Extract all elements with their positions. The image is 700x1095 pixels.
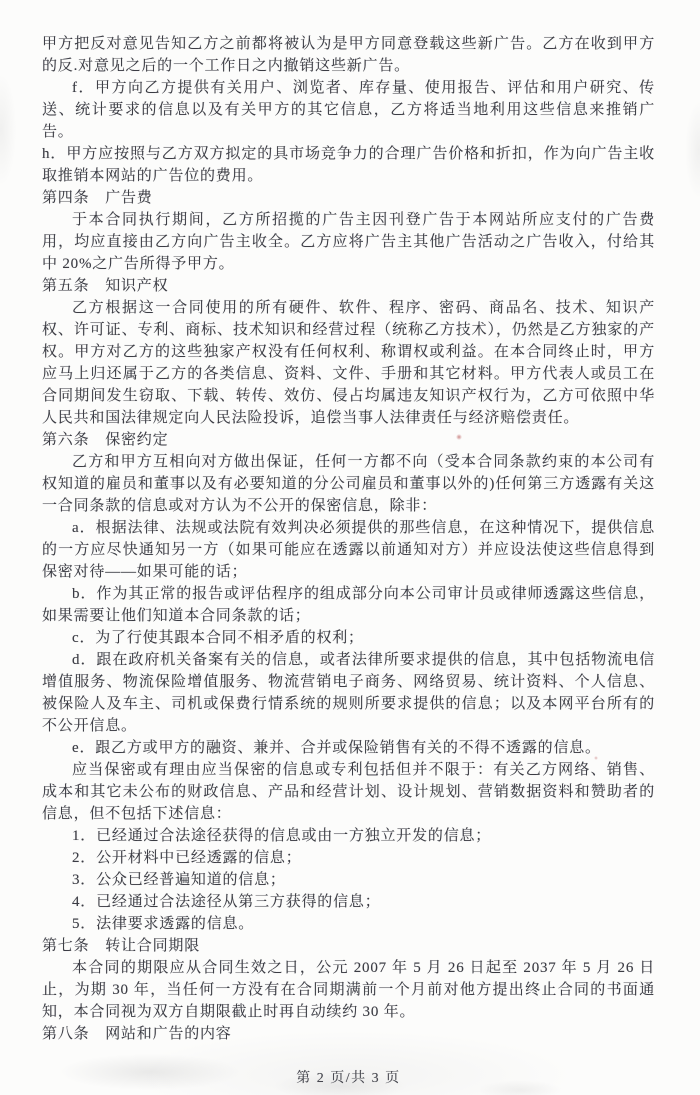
section-heading-6: 第六条 保密约定 [42, 432, 169, 448]
contract-list-item-1: 1．已经通过合法途径获得的信息或由一方独立开发的信息； [72, 828, 492, 844]
contract-paragraph: 本合同的期限应从合同生效之日，公元 2007 年 5 月 26 日起至 2037 年 5 月 26 日止，为期 30 年，当任何一方没有在合同期满前一个月前对他方提出终止合同的书面通知，本合同视为双方自期限截止时再自动续约 30 年。 [42, 960, 655, 1020]
contract-list-item-2: 2．公开材料中已经透露的信息； [72, 850, 302, 866]
contract-subclause-d: d．跟在政府机关备案有关的信息，或者法律所要求提供的信息，其中包括物流电信增值服务、物流保险增值服务、物流营销电子商务、网络贸易、统计资料、个人信息、被保险人及车主、司机或保费行情系统的规则所要求提供的信息；以及本网平台所有的不公开信息。 [42, 652, 655, 734]
contract-list-item-5: 5．法律要求透露的信息。 [72, 916, 255, 932]
contract-paragraph: 甲方把反对意见告知乙方之前都将被认为是甲方同意登载这些新广告。乙方在收到甲方的反.对意见之后的一个工作日之内撤销这些新广告。 [42, 36, 655, 74]
contract-paragraph: 乙方和甲方互相向对方做出保证，任何一方都不向（受本合同条款约束的本公司有权知道的雇员和董事以及有必要知道的分公司雇员和董事以外的)任何第三方透露有关这一合同条款的信息或对方认为不公开的保密信息，除非： [42, 454, 655, 514]
contract-clause-f: f．甲方向乙方提供有关用户、浏览者、库存量、使用报告、评估和用户研究、传送、统计要求的信息以及有关甲方的其它信息，乙方将适当地利用这些信息来推销广告。 [42, 80, 655, 140]
section-heading-8: 第八条 网站和广告的内容 [42, 1026, 232, 1042]
contract-clause-h: h．甲方应按照与乙方双方拟定的具市场竞争力的合理广告价格和折扣，作为向广告主收取推销本网站的广告位的费用。 [42, 146, 655, 184]
page-number: 第 2 页/共 3 页 [296, 1071, 401, 1086]
contract-paragraph: 应当保密或有理由应当保密的信息或专利包括但并不限于：有关乙方网络、销售、成本和其它未公布的财政信息、产品和经营计划、设计规划、营销数据资料和赞助者的信息，但不包括下述信息： [42, 762, 655, 822]
section-heading-7: 第七条 转让合同期限 [42, 938, 201, 954]
contract-body [42, 33, 655, 1045]
section-heading-5: 第五条 知识产权 [42, 278, 169, 294]
contract-subclause-e: e．跟乙方或甲方的融资、兼并、合并或保险销售有关的不得不透露的信息。 [72, 740, 601, 756]
contract-subclause-c: c．为了行使其跟本合同不相矛盾的权利； [72, 630, 364, 646]
contract-list-item-3: 3．公众已经普遍知道的信息； [72, 872, 286, 888]
contract-subclause-a: a．根据法律、法规或法院有效判决必须提供的那些信息，在这种情况下，提供信息的一方应尽快通知另一方（如果可能应在透露以前通知对方）并应设法使这些信息得到保密对待——如果可能的话； [42, 520, 655, 580]
contract-paragraph: 于本合同执行期间，乙方所招揽的广告主因刊登广告于本网站所应支付的广告费用，均应直接由乙方向广告主收全。乙方应将广告主其他广告活动之广告收入，付给其中 20%之广告所得予甲方。 [42, 212, 655, 272]
contract-subclause-b: b．作为其正常的报告或评估程序的组成部分向本公司审计员或律师透露这些信息，如果需要让他们知道本合同条款的话； [42, 586, 655, 624]
contract-paragraph: 乙方根据这一合同使用的所有硬件、软件、程序、密码、商品名、技术、知识产权、许可证、专利、商标、技术知识和经营过程（统称乙方技术），仍然是乙方独家的产权。甲方对乙方的这些独家产权没有任何权利、称谓权或利益。在本合同终止时，甲方应马上归还属于乙方的各类信息、资料、文件、手册和其它材料。甲方代表人或员工在合同期间发生窃取、下载、转传、效仿、侵占均属违友知识产权行为，乙方可依照中华人民共和国法律规定向人民法险投诉，追偿当事人法律责任与经济赔偿责任。 [42, 300, 655, 426]
section-heading-4: 第四条 广告费 [42, 190, 153, 206]
contract-list-item-4: 4．已经通过合法途径从第三方获得的信息； [72, 894, 381, 910]
